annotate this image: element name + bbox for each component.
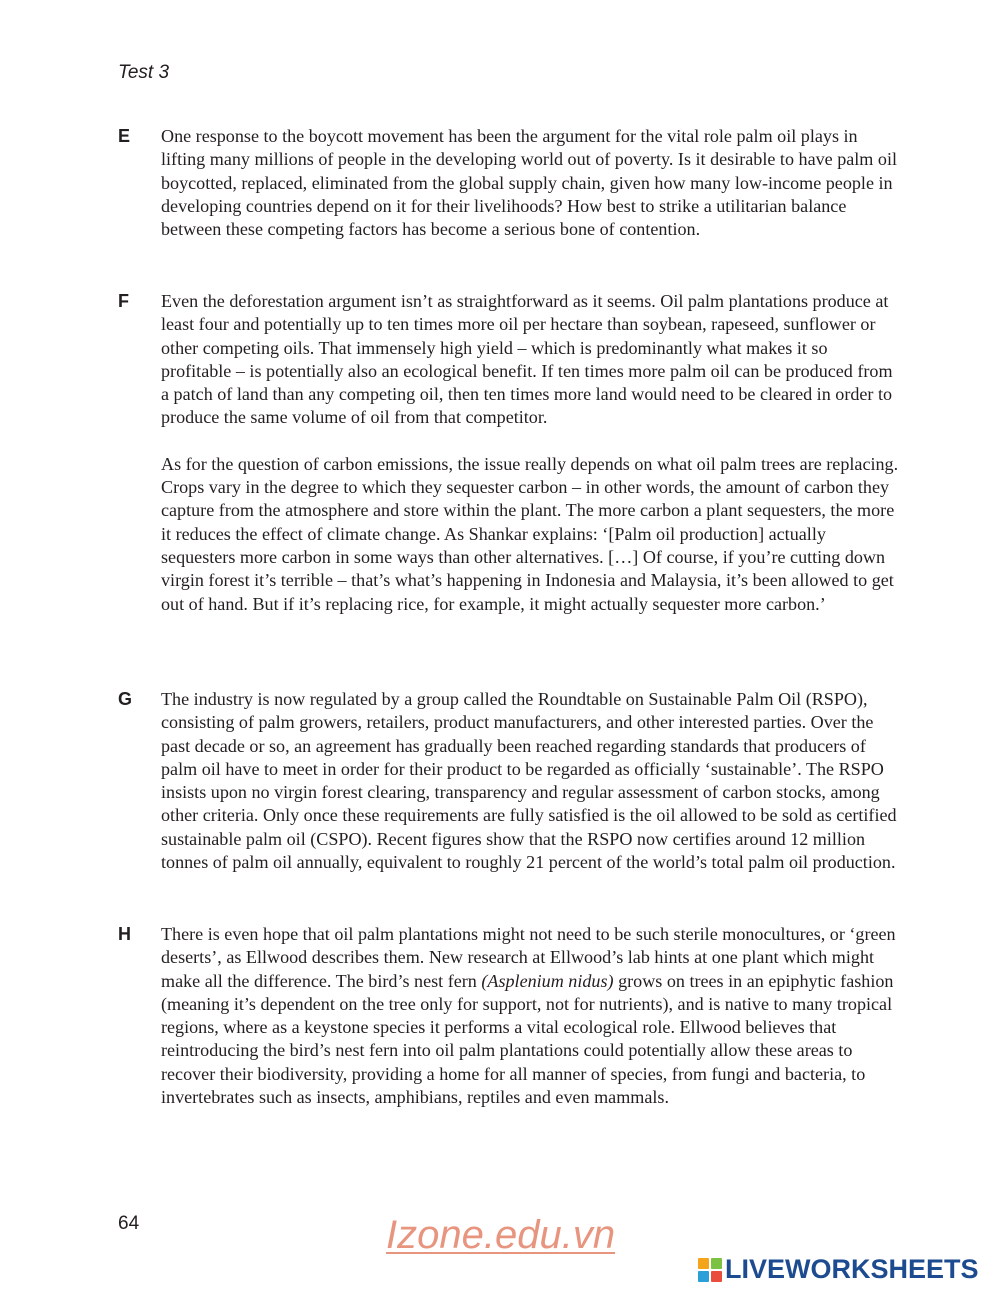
watermark-link[interactable]: Izone.edu.vn: [386, 1213, 616, 1257]
running-header: Test 3: [118, 62, 170, 83]
section-g: [118, 688, 898, 874]
liveworksheets-logo[interactable]: [698, 1254, 979, 1285]
logo-text: LIVEWORKSHEETS: [725, 1254, 979, 1284]
section-paragraph: As for the question of carbon emissions, the issue really depends on what oil palm trees are replacing. Crops vary in the degree to which they sequester carbon – in other words, the amount of carbon they capture from the atmosphere and store within the plant. The more carbon a plant sequesters, the more it reduces the effect of climate change. As Shankar explains: ‘[Palm oil production] actually sequesters more carbon in some ways than other alternatives. […] Of course, if you’re cutting down virgin forest it’s terrible – that’s what’s happening in Indonesia and Malaysia, it’s been allowed to get out of hand. But if it’s replacing rice, for example, it might actually sequester more carbon.’: [161, 453, 899, 614]
paragraph-text: There is even hope that oil palm plantations might not need to be such sterile monocultures, or ‘green deserts’, as Ellwood describes them. New research at Ellwood’s lab hints at one plant which might make all the difference. The bird’s nest fern: [161, 924, 896, 991]
section-paragraph: Even the deforestation argument isn’t as straightforward as it seems. Oil palm plantations produce at least four and potentially up to ten times more oil per hectare than soybean, rapeseed, sunflower or other competing oils. That immensely high yield – which is predominantly what makes it so profitable – is potentially also an ecological benefit. If ten times more palm oil can be produced from a patch of land than any competing oil, then ten times more land would need to be cleared in order to produce the same volume of oil from that competitor.: [161, 291, 893, 428]
section-paragraph: One response to the boycott movement has been the argument for the vital role palm oil plays in lifting many millions of people in the developing world out of poverty. Is it desirable to have palm oil boycotted, replaced, eliminated from the global supply chain, given how many low-income people in developing countries depend on it for their livelihoods? How best to strike a utilitarian balance between these competing factors has become a serious bone of contention.: [161, 126, 898, 240]
section-paragraph: [161, 923, 901, 1109]
logo-blocks-icon: [698, 1258, 722, 1282]
section-letter: G: [118, 689, 133, 709]
section-letter: H: [118, 924, 131, 944]
section-letter: E: [118, 126, 131, 146]
section-letter: F: [118, 291, 129, 311]
section-paragraph: The industry is now regulated by a group called the Roundtable on Sustainable Palm Oil (RSPO), consisting of palm growers, retailers, product manufacturers, and other interested parties. Over the past decade or so, an agreement has gradually been reached regarding standards that producers of palm oil have to meet in order for their product to be regarded as officially ‘sustainable’. The RSPO insists upon no virgin forest clearing, transparency and regular assessment of carbon stocks, among other criteria. Only once these requirements are fully satisfied is the oil allowed to be sold as certified sustainable palm oil (CSPO). Recent figures show that the RSPO now certifies around 12 million tonnes of palm oil annually, equivalent to roughly 21 percent of the world’s total palm oil production.: [161, 689, 897, 873]
paragraph-text: grows on trees in an epiphytic fashion (meaning it’s dependent on the tree only for support, not for nutrients), and is native to many tropical regions, where as a keystone species it performs a vital ecological role. Ellwood believes that reintroducing the bird’s nest fern into oil palm plantations could potentially allow these areas to recover their biodiversity, providing a home for all manner of species, from fungi and bacteria, to invertebrates such as insects, amphibians, reptiles and even mammals.: [161, 970, 894, 1108]
species-name: (Asplenium nidus): [481, 970, 614, 991]
section-e: [118, 125, 898, 241]
section-f: [118, 290, 898, 616]
page-number: 64: [118, 1213, 140, 1234]
section-h: [118, 923, 898, 1109]
